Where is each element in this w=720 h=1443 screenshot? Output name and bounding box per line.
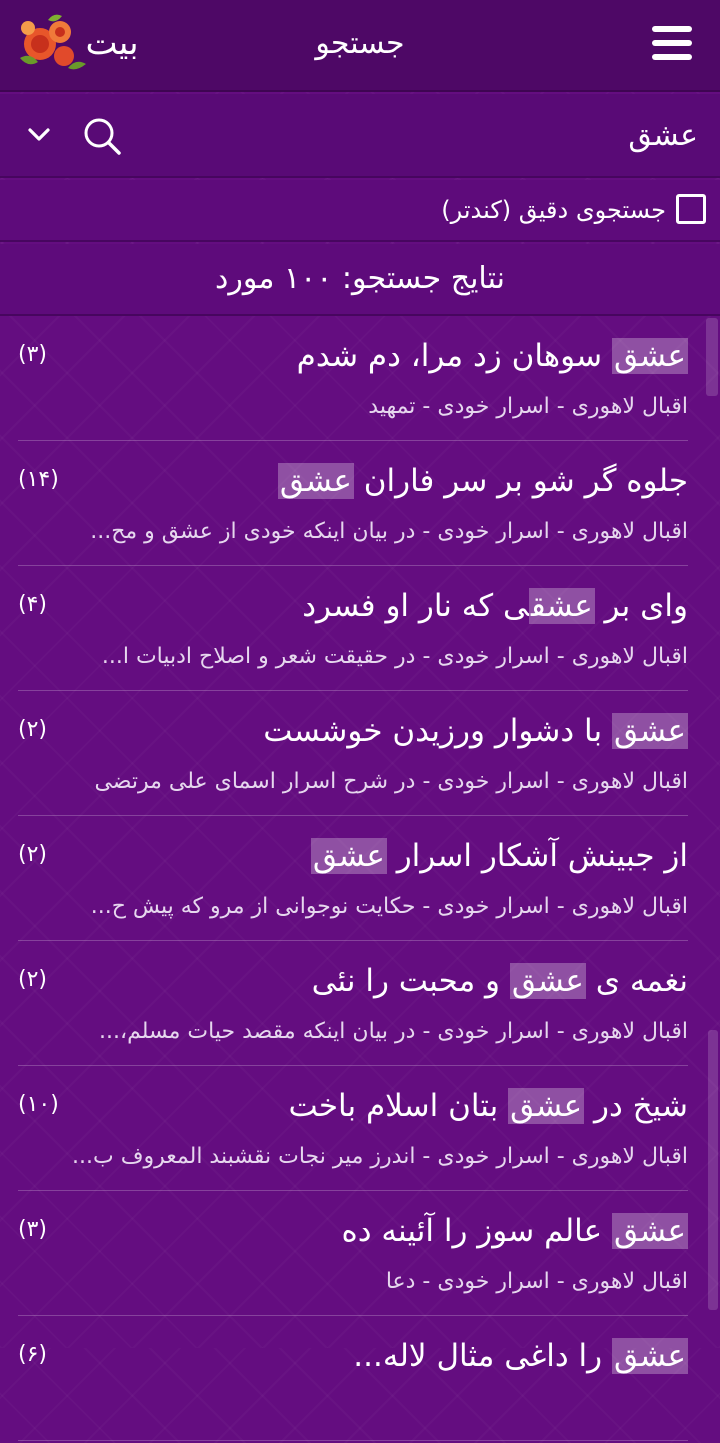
match-count: (۲) [18, 967, 48, 992]
scrollbar-thumb[interactable] [708, 1030, 718, 1310]
list-edge-indicator [706, 318, 718, 396]
divider [18, 940, 688, 941]
result-item[interactable] [0, 693, 720, 818]
divider [18, 1315, 688, 1316]
divider [18, 565, 688, 566]
search-term-highlight: عشق [530, 588, 593, 624]
result-item[interactable] [0, 1193, 720, 1318]
verse-text: با دشوار ورزیدن خوشست [263, 713, 612, 749]
divider [18, 690, 688, 691]
divider [18, 1065, 688, 1066]
result-verse [342, 1203, 688, 1261]
svg-text:بیت: بیت [85, 23, 139, 63]
result-verse [302, 578, 688, 636]
chevron-down-icon[interactable] [26, 122, 52, 148]
app-header [0, 0, 720, 92]
verse-text: عالم سوز را آئینه ده [341, 1213, 612, 1249]
result-item[interactable] [0, 318, 720, 443]
verse-text: جلوه گر شو بر سر فاران [353, 463, 688, 499]
verse-text: شیخ در [584, 1088, 688, 1124]
result-item[interactable] [0, 1318, 720, 1443]
result-verse [312, 953, 688, 1011]
divider [18, 1440, 688, 1441]
verse-text: سوهان زد مرا، دم شدم [296, 338, 612, 374]
match-count: (۱۰) [18, 1092, 59, 1117]
match-count: (۲) [18, 842, 48, 867]
verse-text: را داغی مثال لاله... [353, 1338, 612, 1374]
result-source: اقبال لاهوری - اسرار خودی - در حقیقت شعر و اصلاح ادبیات ا... [101, 644, 688, 669]
search-term-highlight: عشق [613, 1338, 686, 1374]
verse-text: از جبینش آشکار اسرار [386, 838, 688, 874]
search-term-highlight: عشق [511, 963, 584, 999]
verse-text: نغمه ی [585, 963, 688, 999]
search-term-highlight: عشق [510, 1088, 583, 1124]
result-source: اقبال لاهوری - اسرار خودی - در بیان اینکه مقصد حیات مسلم،... [99, 1019, 688, 1044]
result-source: اقبال لاهوری - اسرار خودی - تمهید [368, 394, 688, 419]
result-verse [311, 828, 688, 886]
verse-text: وای بر [594, 588, 688, 624]
match-count: (۳) [18, 342, 48, 367]
result-verse [278, 453, 688, 511]
verse-text: ی که نار او فسرد [302, 588, 529, 624]
result-item[interactable] [0, 1068, 720, 1193]
result-verse [288, 1078, 688, 1136]
exact-search-row [0, 180, 720, 242]
result-item[interactable] [0, 568, 720, 693]
page-title: جستجو [315, 26, 405, 61]
match-count: (۴) [18, 592, 48, 617]
result-verse [263, 703, 688, 761]
match-count: (۳) [18, 1217, 48, 1242]
search-term-highlight: عشق [279, 463, 352, 499]
result-source: اقبال لاهوری - اسرار خودی - در شرح اسرار اسمای علی مرتضی [94, 769, 688, 794]
results-count: نتایج جستجو: ۱۰۰ مورد [0, 244, 720, 316]
search-input[interactable] [136, 110, 700, 160]
search-term-highlight: عشق [312, 838, 385, 874]
search-term-highlight: عشق [613, 713, 686, 749]
verse-text: و محبت را نئی [311, 963, 510, 999]
exact-search-label: جستجوی دقیق (کندتر) [441, 196, 666, 224]
result-source: اقبال لاهوری - اسرار خودی - در بیان اینکه خودی از عشق و مح... [90, 519, 688, 544]
match-count: (۲) [18, 717, 48, 742]
result-item[interactable] [0, 943, 720, 1068]
exact-search-checkbox[interactable] [676, 194, 706, 224]
result-verse [353, 1328, 688, 1386]
search-term-highlight: عشق [613, 338, 686, 374]
result-source: اقبال لاهوری - اسرار خودی - حکایت نوجوانی از مرو که پیش ح... [90, 894, 688, 919]
match-count: (۶) [18, 1342, 48, 1367]
divider [18, 815, 688, 816]
divider [18, 1190, 688, 1191]
match-count: (۱۴) [18, 467, 59, 492]
results-list [0, 318, 720, 1374]
search-term-highlight: عشق [613, 1213, 686, 1249]
result-source: اقبال لاهوری - اسرار خودی - اندرز میر نجات نقشبند المعروف ب... [72, 1144, 688, 1169]
result-item[interactable] [0, 818, 720, 943]
result-verse [297, 328, 688, 386]
result-item[interactable] [0, 443, 720, 568]
search-icon[interactable] [82, 116, 122, 156]
result-source: اقبال لاهوری - اسرار خودی - دعا [385, 1269, 688, 1294]
verse-text: بتان اسلام باخت [288, 1088, 509, 1124]
divider [18, 440, 688, 441]
hamburger-menu-icon[interactable] [652, 26, 692, 60]
